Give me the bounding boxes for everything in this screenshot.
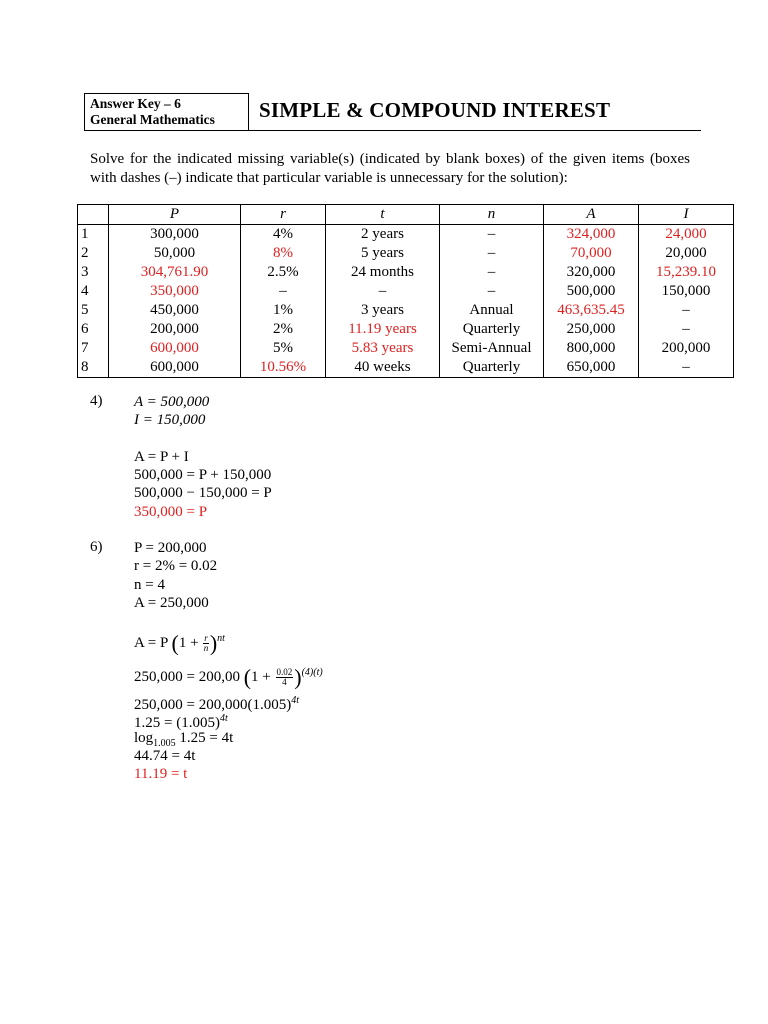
cell-i: – <box>639 301 734 320</box>
cell-a: 800,000 <box>544 339 639 358</box>
row-number: 6 <box>78 320 109 339</box>
cell-t: – <box>326 282 440 301</box>
cell-t: 5 years <box>326 244 440 263</box>
row-number: 8 <box>78 358 109 378</box>
col-header-i: I <box>639 205 734 225</box>
cell-p-answer: 600,000 <box>109 339 241 358</box>
row-number: 3 <box>78 263 109 282</box>
cell-n: – <box>440 282 544 301</box>
step-line: $250,000 = 200,000(1.005)^{4t}$ <box>134 695 299 713</box>
step-line: 44.74 = 4t <box>134 747 196 764</box>
cell-p: 600,000 <box>109 358 241 378</box>
cell-t: 24 months <box>326 263 440 282</box>
cell-n: – <box>440 263 544 282</box>
cell-r-answer: 8% <box>241 244 326 263</box>
step-line: $\log_{1.005} 1.25 = 4t$ <box>134 729 234 749</box>
given-line: A = 250,000 <box>134 594 209 611</box>
table-row <box>78 244 734 263</box>
sub-one: 1 + <box>251 669 271 685</box>
title-underline <box>249 130 701 131</box>
solution-6-label: 6) <box>90 539 103 555</box>
page-title: SIMPLE & COMPOUND INTEREST <box>259 98 611 122</box>
solution-4-label: 4) <box>90 393 103 409</box>
cell-a: 650,000 <box>544 358 639 378</box>
table-row <box>78 282 734 301</box>
compound-formula: A = P (1 + $\frac{r}{n}$ )$^{nt}$ <box>134 630 225 656</box>
cell-t-answer: 5.83 years <box>326 339 440 358</box>
cell-a: 250,000 <box>544 320 639 339</box>
cell-i: 150,000 <box>639 282 734 301</box>
table-row <box>78 301 734 320</box>
step-line: $1.25 = (1.005)^{4t}$ <box>134 713 228 732</box>
cell-p: 300,000 <box>109 225 241 245</box>
cell-r: 5% <box>241 339 326 358</box>
table-row <box>78 225 734 245</box>
formula-one: 1 + <box>178 635 199 651</box>
cell-n: Quarterly <box>440 320 544 339</box>
cell-r-answer: 10.56% <box>241 358 326 378</box>
answer-line: 11.19 = t <box>134 766 188 783</box>
cell-n: Semi-Annual <box>440 339 544 358</box>
cell-t: 40 weeks <box>326 358 440 378</box>
cell-p-answer: 350,000 <box>109 282 241 301</box>
cell-a: 500,000 <box>544 282 639 301</box>
table-header-row <box>78 205 734 225</box>
solution-4 <box>134 393 272 521</box>
step-line: 500,000 = P + 150,000 <box>134 467 272 484</box>
cell-p: 200,000 <box>109 320 241 339</box>
cell-n: Annual <box>440 301 544 320</box>
given-line: r = 2% = 0.02 <box>134 558 218 575</box>
cell-a-answer: 324,000 <box>544 225 639 245</box>
cell-r: – <box>241 282 326 301</box>
step-line: 500,000 − 150,000 = P <box>134 485 272 502</box>
row-number: 1 <box>78 225 109 245</box>
table-row <box>78 320 734 339</box>
cell-p: 50,000 <box>109 244 241 263</box>
row-number: 2 <box>78 244 109 263</box>
cell-n: – <box>440 244 544 263</box>
step-line: A = P + I <box>134 448 189 465</box>
cell-p: 450,000 <box>109 301 241 320</box>
col-header-a: A <box>544 205 639 225</box>
cell-i: 20,000 <box>639 244 734 263</box>
sub-lhs: 250,000 = 200,00 <box>134 669 240 685</box>
col-header-n: n <box>440 205 544 225</box>
rate-fraction: $\frac{r}{n}$ <box>203 633 209 654</box>
col-header-no <box>78 205 109 225</box>
answer-line: 350,000 = P <box>134 503 208 520</box>
cell-a-answer: 70,000 <box>544 244 639 263</box>
cell-a: 320,000 <box>544 263 639 282</box>
table-row <box>78 358 734 378</box>
header-box <box>84 93 249 131</box>
cell-i-answer: 15,239.10 <box>639 263 734 282</box>
given-line: I = 150,000 <box>134 412 206 429</box>
instructions: Solve for the indicated missing variable(s) (indicated by blank boxes) of the given items (boxes with dashes (–) indicate that particular variable is unnecessary for the solution): <box>90 151 690 186</box>
cell-r: 4% <box>241 225 326 245</box>
cell-a-answer: 463,635.45 <box>544 301 639 320</box>
sub-fraction: $\frac{0.02}{4}$ <box>276 667 293 688</box>
answer-key-label: Answer Key – 6 <box>90 96 181 111</box>
table-row <box>78 263 734 282</box>
row-number: 7 <box>78 339 109 358</box>
cell-i: 200,000 <box>639 339 734 358</box>
solution-6-steps <box>134 692 299 783</box>
cell-p-answer: 304,761.90 <box>109 263 241 282</box>
cell-t: 2 years <box>326 225 440 245</box>
cell-n: – <box>440 225 544 245</box>
cell-r: 1% <box>241 301 326 320</box>
subject-label: General Mathematics <box>90 112 215 127</box>
col-header-p: P <box>109 205 241 225</box>
substitution: 250,000 = 200,00 (1 + $\frac{0.02}{4}$ )$^{(4)(t)}$ <box>134 664 323 690</box>
sub-exponent: (4)(t) <box>301 667 323 678</box>
col-header-t: t <box>326 205 440 225</box>
cell-i: – <box>639 320 734 339</box>
cell-i-answer: 24,000 <box>639 225 734 245</box>
given-line: n = 4 <box>134 576 165 593</box>
row-number: 5 <box>78 301 109 320</box>
col-header-r: r <box>241 205 326 225</box>
cell-t-answer: 11.19 years <box>326 320 440 339</box>
cell-n: Quarterly <box>440 358 544 378</box>
given-line: P = 200,000 <box>134 540 207 556</box>
given-line: A = 500,000 <box>134 394 210 410</box>
cell-r: 2% <box>241 320 326 339</box>
cell-i: – <box>639 358 734 378</box>
table-row <box>78 339 734 358</box>
solution-6 <box>134 539 217 612</box>
formula-exponent: nt <box>217 633 225 644</box>
row-number: 4 <box>78 282 109 301</box>
cell-r: 2.5% <box>241 263 326 282</box>
formula-lhs: A = P <box>134 635 168 651</box>
interest-table <box>77 204 734 378</box>
cell-t: 3 years <box>326 301 440 320</box>
